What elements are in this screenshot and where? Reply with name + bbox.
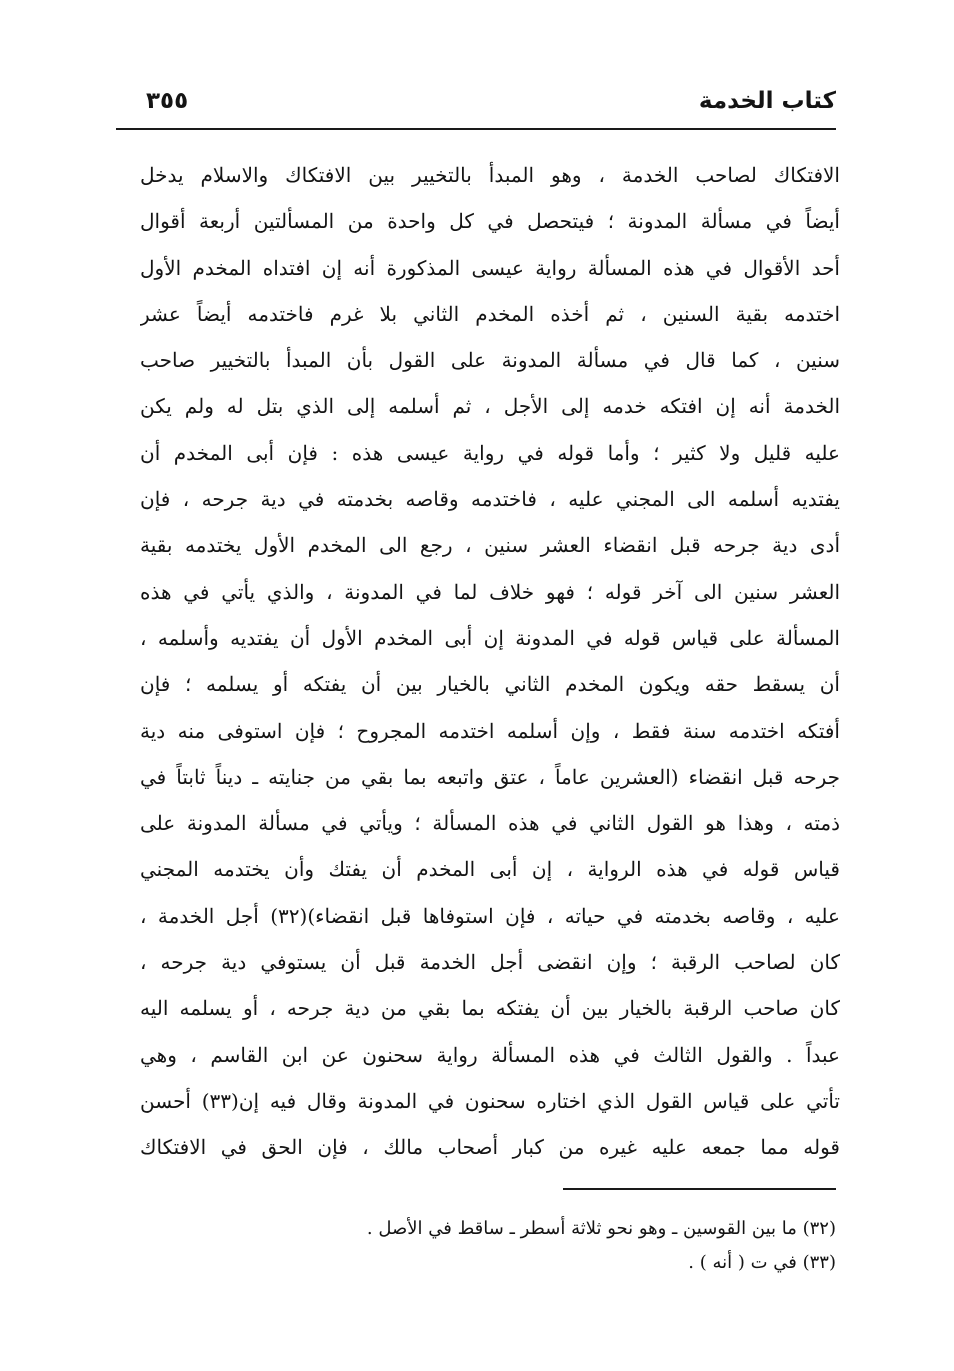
text-line: تأتي على قياس القول الذي اختاره سحنون في المدونة وقال فيه إن(٣٣) أحسن	[140, 1088, 840, 1113]
text-line: عليه قليل ولا كثير ؛ وأما قوله في رواية عيسى هذه : فإن أبى المخدم أن	[140, 440, 840, 465]
text-line: عليه ، وقاصه بخدمته في حياته ، فإن استوفاها قبل انقضاء)(٣٢) أجل الخدمة ،	[140, 903, 840, 928]
text-line: عبداً . والقول الثالث في هذه المسألة رواية سحنون عن ابن القاسم ، وهي	[140, 1042, 840, 1067]
footnote-rule	[563, 1188, 836, 1190]
footnotes	[136, 1212, 836, 1280]
text-line: اختدمه بقية السنين ، ثم أخذه المخدم الثاني بلا غرم فاختدمه أيضاً عشر	[140, 301, 840, 326]
text-line: سنين ، كما قال في مسألة المدونة على القول بأن المبدأ بالتخيير صاحب	[140, 348, 840, 373]
text-line: أفتكه اختدمه سنة فقط ، وإن أسلمه اختدمه المجروح ؛ فإن استوفى منه دية	[140, 718, 840, 743]
text-line: أدى دية جرحه قبل انقضاء العشر سنين ، رجع الى المخدم الأول يختدمه بقية	[140, 533, 840, 558]
text-line: المسألة على قياس قوله في المدونة إن أبى المخدم الأول أن يفتديه وأسلمه ،	[140, 625, 840, 650]
text-line: العشر سنين الى آخر قوله ؛ فهو خلاف لما في المدونة ، والذي يأتي في هذه	[140, 579, 840, 604]
text-line: كان صاحب الرقبة بالخيار بين أن يفتكه بما بقي من دية جرحه ، أو يسلمه اليه	[140, 996, 840, 1021]
text-line: جرحه قبل انقضاء (العشرين عاماً ، عتق واتبعه بما بقي من جنايته ـ ديناً ثابتاً في	[140, 764, 840, 789]
text-line: كان لصاحب الرقبة ؛ وإن انقضى أجل الخدمة قبل أن يستوفي دية جرحه ،	[140, 950, 840, 975]
text-line: الخدمة أنه إن افتكه خدمه إلى الأجل ، ثم أسلمه إلى الذي بتل له ولم يكن	[140, 394, 840, 419]
header-rule	[116, 128, 836, 130]
text-line: ذمته ، وهذا هو القول الثاني في هذه المسألة ؛ ويأتي في مسألة المدونة على	[140, 811, 840, 836]
text-line: قياس قوله في هذه الرواية ، إن أبى المخدم أن يفتك وأن يختدمه المجني	[140, 857, 840, 882]
text-line: الافتكاك لصاحب الخدمة ، وهو المبدأ بالتخيير بين الافتكاك والاسلام يدخل	[140, 163, 840, 187]
text-line: يفتديه أسلمه الى المجني عليه ، فاختدمه وقاصه بخدمته في دية جرحه ، فإن	[140, 487, 840, 512]
page-number: ٣٥٥	[146, 88, 189, 114]
text-line: أيضاً في مسألة المدونة ؛ فيتحصل في كل واحدة من المسألتين أربعة أقوال	[140, 209, 840, 234]
text-line: أن يسقط حقه ويكون المخدم الثاني بالخيار بين أن يفتكه أو يسلمه ؛ فإن	[140, 672, 840, 697]
text-line: أحد الأقوال في هذه المسألة رواية عيسى المذكورة أنه إن افتداه المخدم الأول	[140, 255, 840, 280]
text-line: قوله مما جمعه عليه غيره من كبار أصحاب مالك ، فإن الحق في الافتكاك	[140, 1135, 840, 1160]
running-title: كتاب الخدمة	[698, 88, 836, 114]
body-text	[140, 152, 840, 1171]
footnote-32: (٣٢) ما بين القوسين ـ وهو نحو ثلاثة أسطر ـ ساقط في الأصل .	[366, 1218, 836, 1239]
footnote-33: (٣٣) في ت ( أنه ) .	[688, 1252, 836, 1273]
